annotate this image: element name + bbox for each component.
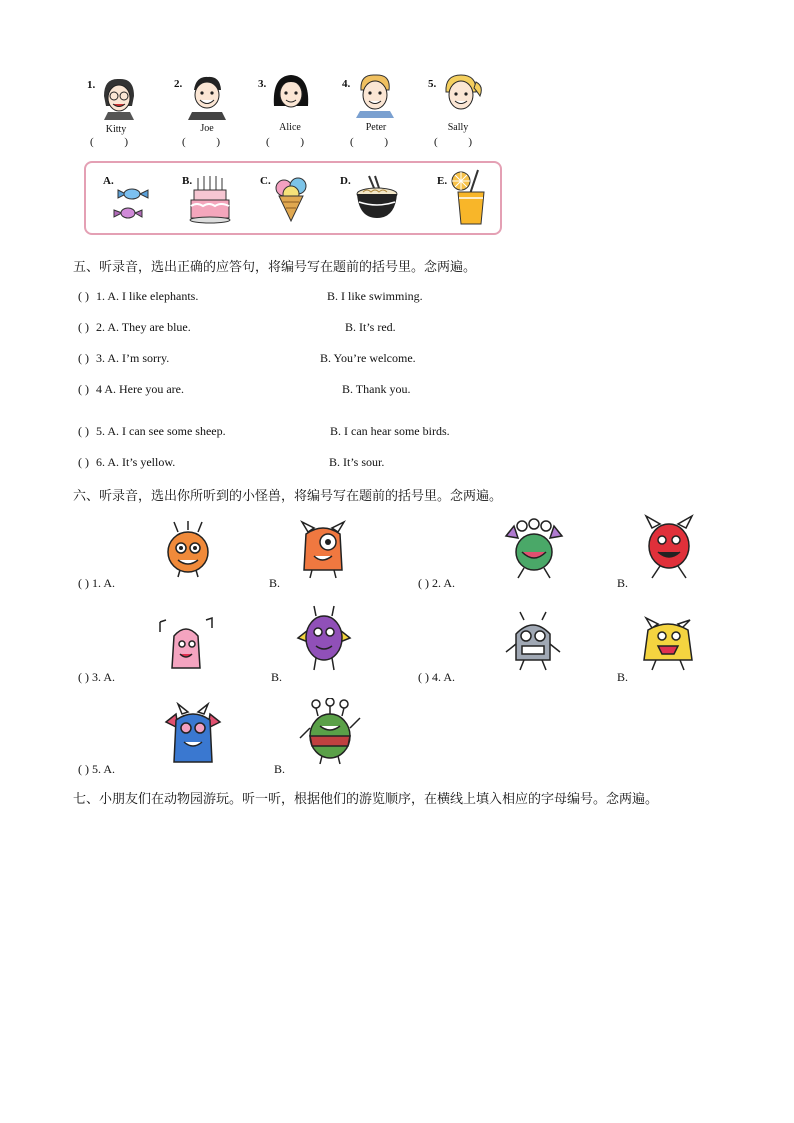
- option-a: A. I can see some sheep.: [107, 424, 226, 438]
- monster-2b-icon: [640, 512, 698, 580]
- question-number: 2.: [96, 320, 105, 334]
- kid-name: Joe: [200, 123, 214, 134]
- question-row: [78, 424, 226, 439]
- joe-portrait-icon: [186, 74, 228, 120]
- candy-icon: [110, 180, 154, 220]
- option-b-label: B.: [269, 576, 281, 590]
- monster-1b-icon: [294, 518, 352, 580]
- answer-paren[interactable]: ( ): [78, 424, 89, 438]
- question-number: 1.: [96, 289, 105, 303]
- kid-number: 4.: [342, 78, 351, 90]
- kid-number: 5.: [428, 78, 437, 90]
- kitty-portrait-icon: [98, 76, 140, 120]
- question-row: [78, 320, 191, 335]
- noodles-bowl-icon: [353, 174, 403, 222]
- question-row: [78, 455, 175, 470]
- option-a: A. They are blue.: [107, 320, 191, 334]
- answer-paren[interactable]: ( ): [78, 289, 89, 303]
- monster-question-4: ( ) 4. A.: [418, 670, 455, 684]
- monster-question-1: ( ) 1. A.: [78, 576, 115, 590]
- answer-paren[interactable]: ( ): [78, 320, 89, 334]
- kid-name: Peter: [365, 122, 387, 133]
- kid-name: Sally: [447, 122, 469, 133]
- question-number: 4: [96, 382, 102, 396]
- juice-glass-icon: [448, 168, 492, 226]
- answer-paren[interactable]: ( ): [78, 382, 89, 396]
- answer-paren[interactable]: ( ): [265, 136, 319, 148]
- monster-question-5: ( ) 5. A.: [78, 762, 115, 776]
- question-row: [78, 289, 198, 304]
- option-b-label: B.: [271, 670, 283, 684]
- answer-paren[interactable]: ( ): [181, 136, 235, 148]
- sally-portrait-icon: [440, 72, 484, 118]
- answer-paren[interactable]: ( ): [349, 136, 403, 148]
- food-letter: D.: [340, 175, 351, 187]
- option-a: A. Here you are.: [104, 382, 184, 396]
- section-6-heading: 六、听录音，选出你所听到的小怪兽，将编号写在题前的括号里。念两遍。: [73, 489, 503, 504]
- question-number: 6.: [96, 455, 105, 469]
- question-row: [78, 382, 184, 397]
- food-letter: C.: [260, 175, 271, 187]
- kid-name: Kitty: [105, 124, 127, 135]
- question-row: [78, 351, 169, 366]
- monster-question-2: ( ) 2. A.: [418, 576, 455, 590]
- option-b: B. It’s sour.: [329, 455, 385, 469]
- option-b: B. You’re welcome.: [320, 351, 416, 365]
- option-b: B. I can hear some birds.: [330, 424, 450, 438]
- food-letter: A.: [103, 175, 114, 187]
- option-b-label: B.: [617, 576, 629, 590]
- answer-paren[interactable]: ( ): [78, 455, 89, 469]
- monster-4b-icon: [638, 612, 700, 672]
- food-letter: B.: [182, 175, 193, 187]
- monster-1a-icon: [160, 520, 216, 578]
- monster-5b-icon: [296, 698, 364, 766]
- alice-portrait-icon: [270, 72, 312, 118]
- answer-paren[interactable]: ( ): [78, 351, 89, 365]
- option-b: B. Thank you.: [342, 382, 411, 396]
- option-a: A. I like elephants.: [107, 289, 199, 303]
- kid-name: Alice: [279, 122, 301, 133]
- option-b: B. I like swimming.: [327, 289, 423, 303]
- birthday-cake-icon: [188, 172, 232, 224]
- answer-paren[interactable]: ( ): [89, 136, 143, 148]
- food-letter: E.: [437, 175, 448, 187]
- kid-number: 2.: [174, 78, 183, 90]
- option-b-label: B.: [274, 762, 286, 776]
- kid-number: 1.: [87, 79, 96, 91]
- ice-cream-icon: [270, 174, 314, 222]
- monster-question-3: ( ) 3. A.: [78, 670, 115, 684]
- monster-3b-icon: [294, 604, 354, 672]
- monster-4a-icon: [504, 610, 562, 672]
- question-number: 3.: [96, 351, 105, 365]
- question-number: 5.: [96, 424, 105, 438]
- answer-paren[interactable]: ( ): [433, 136, 487, 148]
- monster-5a-icon: [160, 702, 226, 768]
- monster-3a-icon: [156, 614, 218, 674]
- kid-number: 3.: [258, 78, 267, 90]
- section-5-heading: 五、听录音，选出正确的应答句，将编号写在题前的括号里。念两遍。: [73, 260, 477, 275]
- option-b-label: B.: [617, 670, 629, 684]
- section-7-heading: 七、小朋友们在动物园游玩。听一听，根据他们的游览顺序，在横线上填入相应的字母编号。念两遍。: [73, 792, 659, 807]
- peter-portrait-icon: [354, 72, 396, 118]
- option-a: A. I’m sorry.: [107, 351, 170, 365]
- monster-2a-icon: [500, 518, 568, 580]
- option-a: A. It’s yellow.: [107, 455, 176, 469]
- option-b: B. It’s red.: [345, 320, 396, 334]
